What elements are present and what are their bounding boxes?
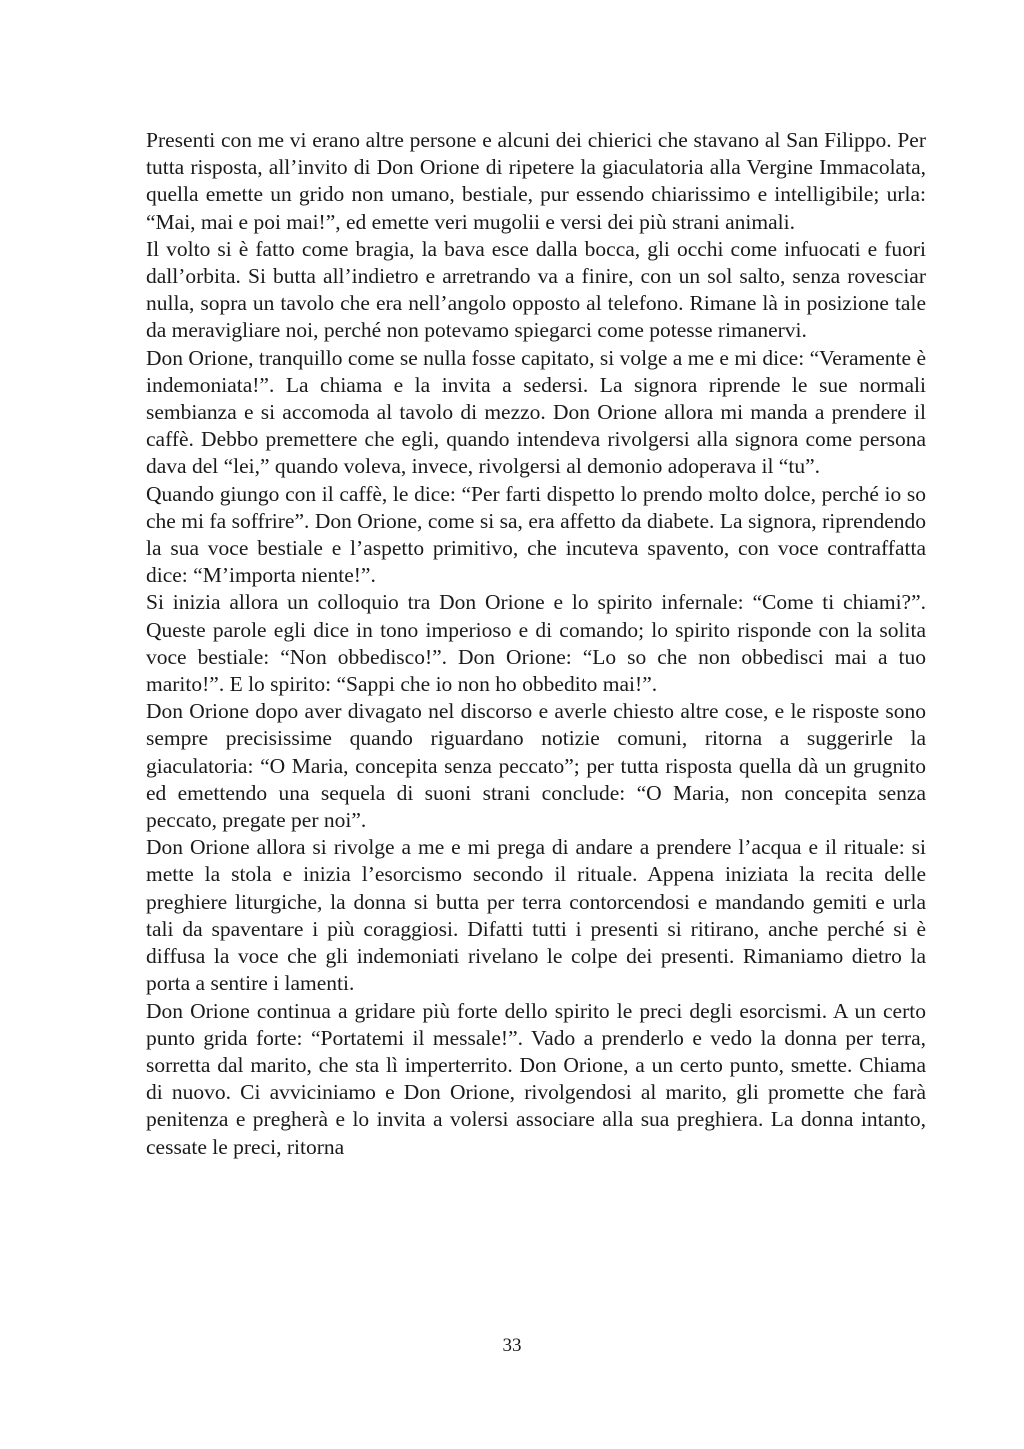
paragraph: Don Orione continua a gridare più forte dello spirito le preci degli esorcismi. A un certo punto grida forte: “Portatemi il messale!”. Vado a prenderlo e vedo la donna per terra, sorretta dal marito, che sta lì imperterrito. Don Orione, a un certo punto, smette. Chiama di nuovo. Ci avviciniamo e Don Orione, rivolgendosi al marito, gli promette che farà penitenza e pregherà e lo invita a volersi associare alla sua preghiera. La donna intanto, cessate le preci, ritorna — [146, 998, 926, 1159]
paragraph: Il volto si è fatto come bragia, la bava esce dalla bocca, gli occhi come infuocati e fuori dall’orbita. Si butta all’indietro e arretrando va a finire, con un sol salto, senza rovesciar nulla, sopra un tavolo che era nell’angolo opposto al telefono. Rimane là in posizione tale da meravigliare noi, perché non potevamo spiegarci come potesse rimanervi. — [146, 236, 926, 343]
paragraph: Don Orione, tranquillo come se nulla fosse capitato, si volge a me e mi dice: “Veramente è indemoniata!”. La chiama e la invita a sedersi. La signora riprende le sue normali sembianza e si accomoda al tavolo di mezzo. Don Orione allora mi manda a prendere il caffè. Debbo premettere che egli, quando intendeva rivolgersi alla signora come persona dava del “lei,” quando voleva, invece, rivolgersi al demonio adoperava il “tu”. — [146, 345, 926, 479]
body-text — [146, 127, 926, 1161]
paragraph: Si inizia allora un colloquio tra Don Orione e lo spirito infernale: “Come ti chiami?”. Queste parole egli dice in tono imperioso e di comando; lo spirito risponde con la solita voce bestiale: “Non obbedisco!”. Don Orione: “Lo so che non obbedisci mai a tuo marito!”. E lo spirito: “Sappi che io non ho obbedito mai!”. — [146, 590, 926, 697]
paragraph: Don Orione dopo aver divagato nel discorso e averle chiesto altre cose, e le risposte sono sempre precisissime quando riguardano notizie comuni, ritorna a suggerirle la giaculatoria: “O Maria, concepita senza peccato”; per tutta risposta quella dà un grugnito ed emettendo una sequela di suoni strani conclude: “O Maria, non concepita senza peccato, pregate per noi”. — [146, 699, 926, 833]
paragraph: Presenti con me vi erano altre persone e alcuni dei chierici che stavano al San Filippo. Per tutta risposta, all’invito di Don Orione di ripetere la giaculatoria alla Vergine Immacolata, quella emette un grido non umano, bestiale, pur essendo chiarissimo e intelligibile; urla: “Mai, mai e poi mai!”, ed emette veri mugolii e versi dei più strani animali. — [146, 128, 926, 234]
paragraph: Don Orione allora si rivolge a me e mi prega di andare a prendere l’acqua e il rituale: si mette la stola e inizia l’esorcismo secondo il rituale. Appena iniziata la recita delle preghiere liturgiche, la donna si butta per terra contorcendosi e mandando gemiti e urla tali da spaventare i più coraggiosi. Difatti tutti i presenti si ritirano, anche perché si è diffusa la voce che gli indemoniati rivelano le colpe dei presenti. Rimaniamo dietro la porta a sentire i lamenti. — [146, 835, 926, 996]
paragraph: Quando giungo con il caffè, le dice: “Per farti dispetto lo prendo molto dolce, perché io so che mi fa soffrire”. Don Orione, come si sa, era affetto da diabete. La signora, riprendendo la sua voce bestiale e l’aspetto primitivo, che incuteva spavento, con voce contraffatta dice: “M’importa niente!”. — [146, 481, 926, 588]
page-number: 33 — [502, 1335, 522, 1356]
